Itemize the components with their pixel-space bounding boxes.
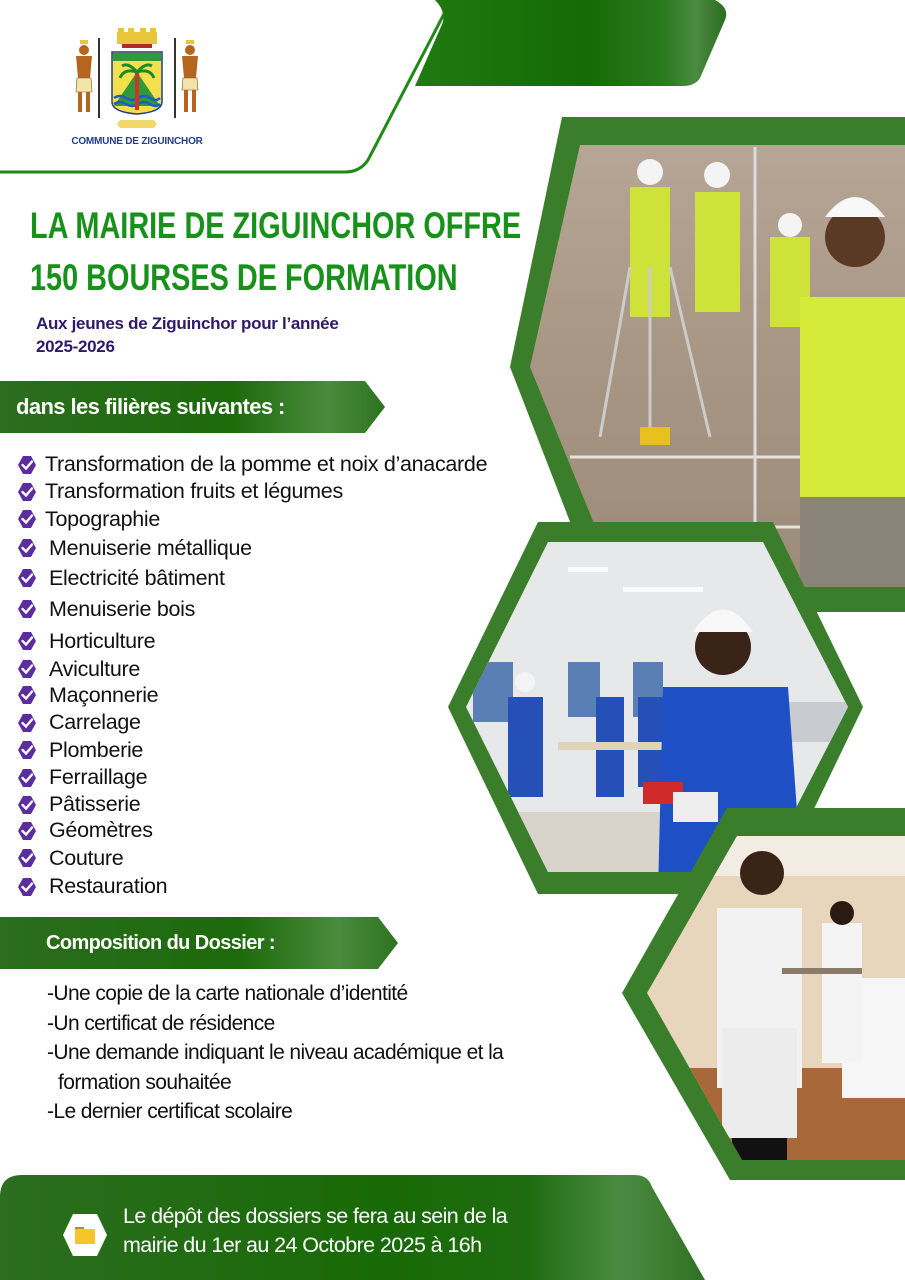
deposit-line-2: mairie du 1er au 24 Octobre 2025 à 16h	[123, 1233, 482, 1257]
list-item: Electricité bâtiment	[17, 564, 487, 593]
headline-line-1: LA MAIRIE DE ZIGUINCHOR OFFRE	[30, 205, 522, 246]
check-badge-icon	[17, 713, 37, 733]
coat-of-arms-icon	[62, 28, 212, 133]
list-item: Carrelage	[17, 709, 487, 737]
list-item: Transformation de la pomme et noix d’anacarde	[17, 451, 487, 478]
list-item: Menuiserie métallique	[17, 533, 487, 564]
filieres-list	[17, 451, 487, 901]
list-item: Plomberie	[17, 737, 487, 764]
list-item: Maçonnerie	[17, 682, 487, 709]
check-badge-icon	[17, 659, 37, 679]
subtitle	[36, 312, 436, 358]
list-item: Transformation fruits et légumes	[17, 478, 487, 505]
check-badge-icon	[17, 795, 37, 815]
dossier-heading: Composition du Dossier :	[46, 931, 275, 954]
subtitle-line-1: Aux jeunes de Ziguinchor pour l’année	[36, 314, 339, 333]
folder-icon	[62, 1213, 108, 1257]
check-badge-icon	[17, 509, 37, 529]
top-banner	[415, 0, 735, 86]
check-badge-icon	[17, 568, 37, 588]
list-item: formation souhaitée	[58, 1070, 232, 1094]
check-badge-icon	[17, 455, 37, 475]
dossier-ribbon	[0, 917, 400, 969]
dossier-list	[47, 979, 503, 1127]
list-item: Pâtisserie	[17, 792, 487, 818]
list-item: Restauration	[17, 873, 487, 901]
check-badge-icon	[17, 848, 37, 868]
check-badge-icon	[17, 768, 37, 788]
list-item: Aviculture	[17, 657, 487, 682]
filieres-ribbon	[0, 381, 390, 433]
filieres-heading: dans les filières suivantes :	[16, 394, 285, 419]
list-item: Horticulture	[17, 626, 487, 657]
commune-logo	[62, 28, 212, 153]
headline	[30, 200, 522, 304]
list-item: Géomètres	[17, 818, 487, 844]
check-badge-icon	[17, 538, 37, 558]
check-badge-icon	[17, 740, 37, 760]
restauration-photo	[622, 808, 905, 1180]
deposit-notice	[123, 1202, 623, 1260]
check-badge-icon	[17, 599, 37, 619]
commune-name: COMMUNE DE ZIGUINCHOR	[71, 136, 203, 147]
list-item: Menuiserie bois	[17, 593, 487, 626]
list-item: -Une demande indiquant le niveau académique et la	[47, 1041, 504, 1064]
check-badge-icon	[17, 631, 37, 651]
list-item: Topographie	[17, 506, 487, 533]
list-item: Ferraillage	[17, 764, 487, 792]
list-item: -Une copie de la carte nationale d’identité	[47, 982, 408, 1005]
check-badge-icon	[17, 877, 37, 897]
check-badge-icon	[17, 685, 37, 705]
check-badge-icon	[17, 821, 37, 841]
subtitle-line-2: 2025-2026	[36, 337, 115, 356]
list-item: Couture	[17, 844, 487, 873]
headline-line-2: 150 BOURSES DE FORMATION	[30, 257, 458, 298]
list-item: -Un certificat de résidence	[47, 1011, 275, 1035]
deposit-line-1: Le dépôt des dossiers se fera au sein de la	[123, 1204, 508, 1228]
list-item: -Le dernier certificat scolaire	[47, 1100, 293, 1123]
check-badge-icon	[17, 482, 37, 502]
